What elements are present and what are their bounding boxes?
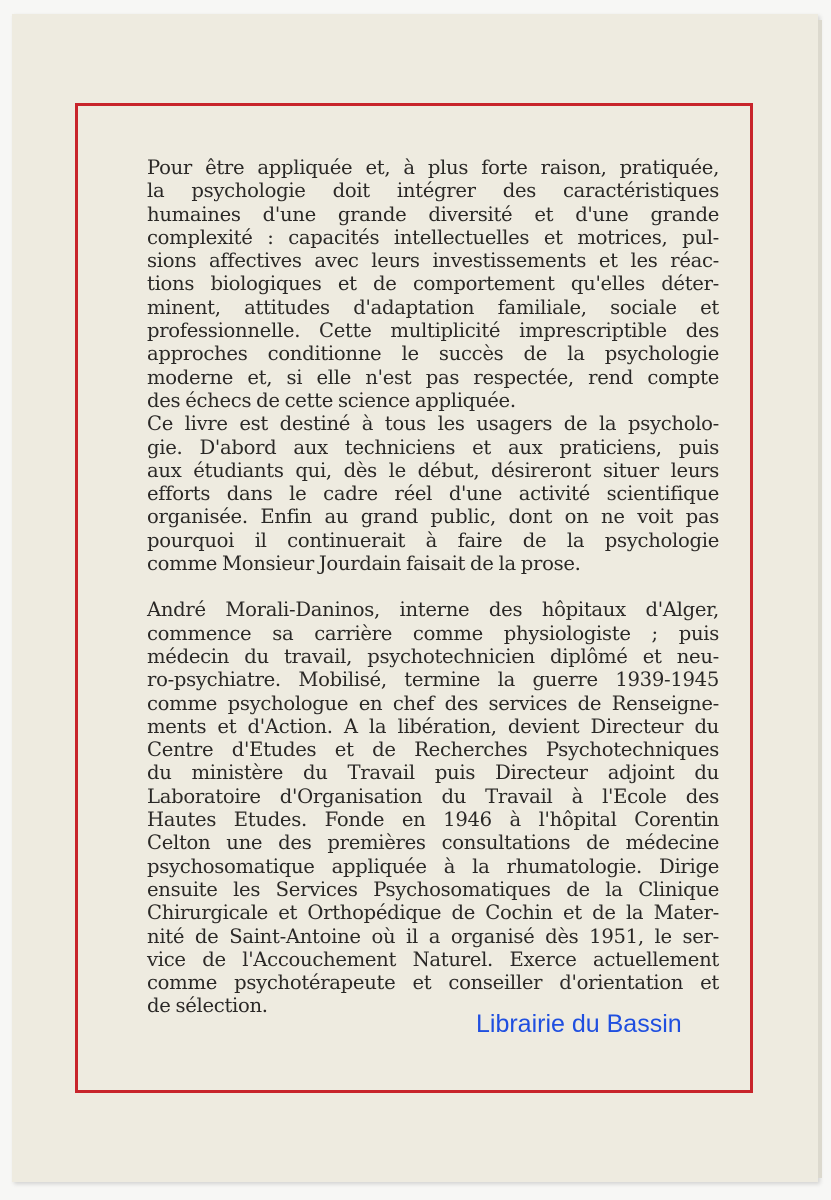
text-line: Chirurgicale et Orthopédique de Cochin et de la Mater- (147, 901, 719, 925)
text-line: psychosomatique appliquée à la rhumatologie. Dirige (147, 854, 719, 878)
text-line: ensuite les Services Psychosomatiques de la Clinique (147, 877, 719, 901)
text-line: de sélection. (147, 994, 268, 1018)
watermark-text: Librairie du Bassin (476, 1010, 682, 1038)
text-line: Celton une des premières consultations de médecine (147, 831, 719, 855)
text-line: ments et d'Action. A la libération, devient Directeur du (147, 714, 719, 738)
text-line: moderne et, si elle n'est pas respectée, rend compte (147, 365, 719, 389)
text-line: humaines d'une grande diversité et d'une grande (147, 202, 719, 226)
text-line: médecin du travail, psychotechnicien diplômé et neu- (147, 644, 719, 668)
text-line: ro-psychiatre. Mobilisé, termine la guerre 1939-1945 (147, 668, 719, 692)
text-line: professionnelle. Cette multiplicité imprescriptible des (147, 319, 719, 343)
text-line: sions affectives avec leurs investissements et les réac- (147, 249, 719, 273)
paragraph-2 (147, 412, 719, 575)
text-line: des échecs de cette science appliquée. (147, 388, 516, 412)
text-line: André Morali-Daninos, interne des hôpitaux d'Alger, (147, 598, 719, 622)
text-line: organisée. Enfin au grand public, dont on ne voit pas (147, 505, 719, 529)
cover-text (147, 156, 719, 1018)
text-line: du ministère du Travail puis Directeur adjoint du (147, 761, 719, 785)
text-line: aux étudiants qui, dès le début, désireront situer leurs (147, 458, 719, 482)
text-line: comme psychotérapeute et conseiller d'orientation et (147, 971, 719, 995)
text-line: commence sa carrière comme physiologiste ; puis (147, 621, 719, 645)
text-line: comme psychologue en chef des services de Renseigne- (147, 691, 719, 715)
text-line: minent, attitudes d'adaptation familiale, sociale et (147, 295, 719, 319)
text-line: gie. D'abord aux techniciens et aux praticiens, puis (147, 435, 719, 459)
text-line: comme Monsieur Jourdain faisait de la prose. (147, 552, 581, 576)
text-line: la psychologie doit intégrer des caractéristiques (147, 179, 719, 203)
paragraph-gap (147, 575, 719, 598)
text-line: Centre d'Etudes et de Recherches Psychotechniques (147, 738, 719, 762)
text-line: Laboratoire d'Organisation du Travail à l'Ecole des (147, 784, 719, 808)
text-line: Ce livre est destiné à tous les usagers de la psycholo- (147, 412, 719, 436)
paragraph-1 (147, 156, 719, 412)
text-line: nité de Saint-Antoine où il a organisé dès 1951, le ser- (147, 924, 719, 948)
text-line: pourquoi il continuerait à faire de la psychologie (147, 528, 719, 552)
text-line: complexité : capacités intellectuelles et motrices, pul- (147, 225, 719, 249)
paragraph-3 (147, 598, 719, 1017)
text-line: tions biologiques et de comportement qu'elles déter- (147, 272, 719, 296)
book-page-edge (818, 20, 822, 1178)
text-line: Hautes Etudes. Fonde en 1946 à l'hôpital Corentin (147, 808, 719, 832)
text-line: efforts dans le cadre réel d'une activité scientifique (147, 482, 719, 506)
text-line: Pour être appliquée et, à plus forte raison, pratiquée, (147, 156, 719, 179)
text-line: vice de l'Accouchement Naturel. Exerce actuellement (147, 947, 719, 971)
text-line: approches conditionne le succès de la psychologie (147, 342, 719, 366)
